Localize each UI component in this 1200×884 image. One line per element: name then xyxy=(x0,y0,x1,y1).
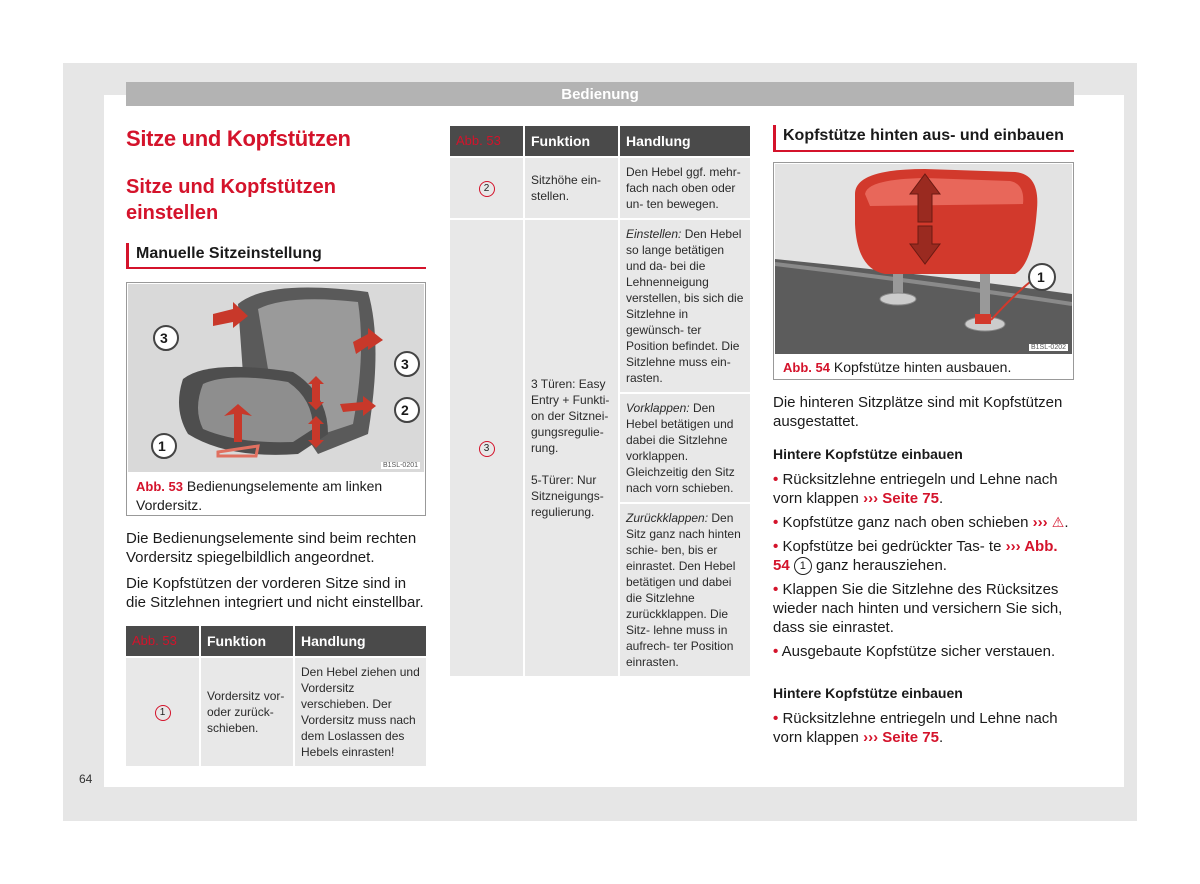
table-header-handlung: Handlung xyxy=(620,126,750,156)
table-header-funktion: Funktion xyxy=(525,126,618,156)
figure-caption xyxy=(136,477,418,514)
bullet-end: . xyxy=(1064,514,1069,531)
table-cell-num xyxy=(450,158,523,218)
callout-3a: 3 xyxy=(160,330,168,346)
table-cell-handlung xyxy=(620,220,750,392)
section-header: Bedienung xyxy=(126,82,1074,106)
bullet-text: Ausgebaute Kopfstütze sicher verstauen. xyxy=(781,643,1056,660)
figure-caption-text: Kopfstütze hinten ausbauen. xyxy=(833,359,1012,375)
warning-reference-link[interactable]: ››› xyxy=(1032,514,1048,531)
bullet-text: Kopfstütze bei gedrückter Tas- te xyxy=(782,538,1002,555)
handlung-label: Vorklappen: xyxy=(626,401,690,415)
number-circle: 1 xyxy=(155,705,171,721)
headrest-drawing-icon xyxy=(775,164,1072,354)
callout-1: 1 xyxy=(158,438,166,454)
left-text-block xyxy=(126,529,428,619)
bullet-text: Klappen Sie die Sitzlehne des Rücksitzes wieder nach hinten und versichern Sie sich, dass sie einrastet. xyxy=(773,581,1063,636)
bullet-end: . xyxy=(938,729,944,746)
callout-1: 1 xyxy=(1037,269,1045,285)
bullet-icon: • xyxy=(773,514,779,531)
table-row xyxy=(450,158,750,218)
table-cell-handlung xyxy=(620,504,750,676)
number-circle: 1 xyxy=(794,557,812,575)
table-seat-controls xyxy=(448,124,752,678)
seat-illustration xyxy=(128,284,424,472)
table-front-seat xyxy=(124,624,428,768)
table-cell-funktion: Vordersitz vor- oder zurück- schieben. xyxy=(201,658,293,766)
bullet-icon: • xyxy=(773,581,779,598)
bullet-text: Kopfstütze ganz nach oben schieben xyxy=(782,514,1029,531)
section-heading-manual: Manuelle Sitzeinstellung xyxy=(126,243,426,269)
figure-caption xyxy=(783,358,1066,377)
page-title: Sitze und Kopfstützen xyxy=(126,126,351,151)
list-item xyxy=(773,537,1075,575)
callout-3b: 3 xyxy=(401,356,409,372)
handlung-label: Einstellen: xyxy=(626,227,682,241)
subheading-1: Hintere Kopfstütze einbauen xyxy=(773,446,963,462)
page-reference-link[interactable]: ››› Seite 75 xyxy=(863,729,939,746)
number-circle: 3 xyxy=(479,441,495,457)
page-subtitle: Sitze und Kopfstützen einstellen xyxy=(126,176,336,224)
bullet-icon: • xyxy=(773,471,779,488)
funktion-5tuerer: 5-Türer: Nur Sitzneigungs- regulierung. xyxy=(531,473,604,519)
paragraph: Die Kopfstützen der vorderen Sitze sind in die Sitzlehnen integriert und nicht einstellbar. xyxy=(126,575,424,611)
list-item xyxy=(773,580,1075,637)
section-heading-kopfstuetze: Kopfstütze hinten aus- und einbauen xyxy=(773,125,1074,152)
figure-code: B1SL-0202 xyxy=(1030,344,1066,351)
figure-53 xyxy=(126,282,426,516)
bullet-icon: • xyxy=(773,710,779,727)
figure-label: Abb. 53 xyxy=(136,479,183,494)
right-text-block xyxy=(773,393,1075,752)
handlung-text: Den Hebel so lange betätigen und da- bei die Lehnenneigung verstellen, bis sich die Sitzlehne in gewünsch- ter Position befindet. Die Sitzlehne muss ein- rasten. xyxy=(626,227,744,385)
headrest-illustration xyxy=(775,164,1072,354)
table-cell-num xyxy=(450,220,523,676)
handlung-text: Den Hebel betätigen und dabei die Sitzlehne vorklappen. Gleichzeitig den Sitz nach vorn schieben. xyxy=(626,401,735,495)
bullet-text: Rücksitzlehne entriegeln und Lehne nach vorn klappen xyxy=(773,710,1058,746)
callout-2: 2 xyxy=(401,402,409,418)
paragraph: Die Bedienungselemente sind beim rechten Vordersitz spiegelbildlich angeordnet. xyxy=(126,530,417,566)
subheading-2: Hintere Kopfstütze einbauen xyxy=(773,685,963,701)
figure-caption-text: Bedienungselemente am linken Vordersitz. xyxy=(136,478,383,513)
figure-code: B1SL-0201 xyxy=(382,462,418,469)
figure-reference-link[interactable]: ››› Abb. 54 xyxy=(773,538,1058,574)
warning-icon: ⚠ xyxy=(1051,514,1065,530)
handlung-label: Zurückklappen: xyxy=(626,511,709,525)
table-row xyxy=(450,220,750,392)
table-cell-funktion: Sitzhöhe ein- stellen. xyxy=(525,158,618,218)
seat-drawing-icon xyxy=(128,284,424,472)
bullet-text: Rücksitzlehne entriegeln und Lehne nach vorn klappen xyxy=(773,471,1058,507)
table-header-abb: Abb. 53 xyxy=(126,626,199,656)
table-cell-handlung: Den Hebel ziehen und Vordersitz verschieben. Der Vordersitz muss nach dem Loslassen des Hebels einrasten! xyxy=(295,658,426,766)
bullet-icon: • xyxy=(773,538,779,555)
list-item xyxy=(773,642,1075,661)
table-header-abb: Abb. 53 xyxy=(450,126,523,156)
bullet-text: ganz herausziehen. xyxy=(816,557,947,574)
list-item xyxy=(773,709,1075,747)
page-number: 64 xyxy=(79,772,93,786)
bullet-icon: • xyxy=(773,643,779,660)
table-cell-handlung: Den Hebel ggf. mehr- fach nach oben oder un- ten bewegen. xyxy=(620,158,750,218)
table-cell-handlung xyxy=(620,394,750,502)
funktion-3tueren: 3 Türen: Easy Entry + Funkti- on der Sitznei- gungsregulie- rung. xyxy=(531,377,610,455)
figure-label: Abb. 54 xyxy=(783,360,830,375)
list-item xyxy=(773,513,1075,532)
table-cell-funktion xyxy=(525,220,618,676)
intro-paragraph: Die hinteren Sitzplätze sind mit Kopfstützen ausgestattet. xyxy=(773,394,1063,430)
table-row xyxy=(126,658,426,766)
table-header-funktion: Funktion xyxy=(201,626,293,656)
table-cell-num xyxy=(126,658,199,766)
page-reference-link[interactable]: ››› Seite 75 xyxy=(863,490,939,507)
table-header-handlung: Handlung xyxy=(295,626,426,656)
figure-54 xyxy=(773,162,1074,380)
bullet-end: . xyxy=(938,490,944,507)
handlung-text: Den Sitz ganz nach hinten schie- ben, bis er einrastet. Den Hebel betätigen und dabei die Sitzlehne zurückklappen. Die Sitz- lehne muss in aufrech- ter Position einrasten. xyxy=(626,511,741,669)
list-item xyxy=(773,470,1075,508)
number-circle: 2 xyxy=(479,181,495,197)
